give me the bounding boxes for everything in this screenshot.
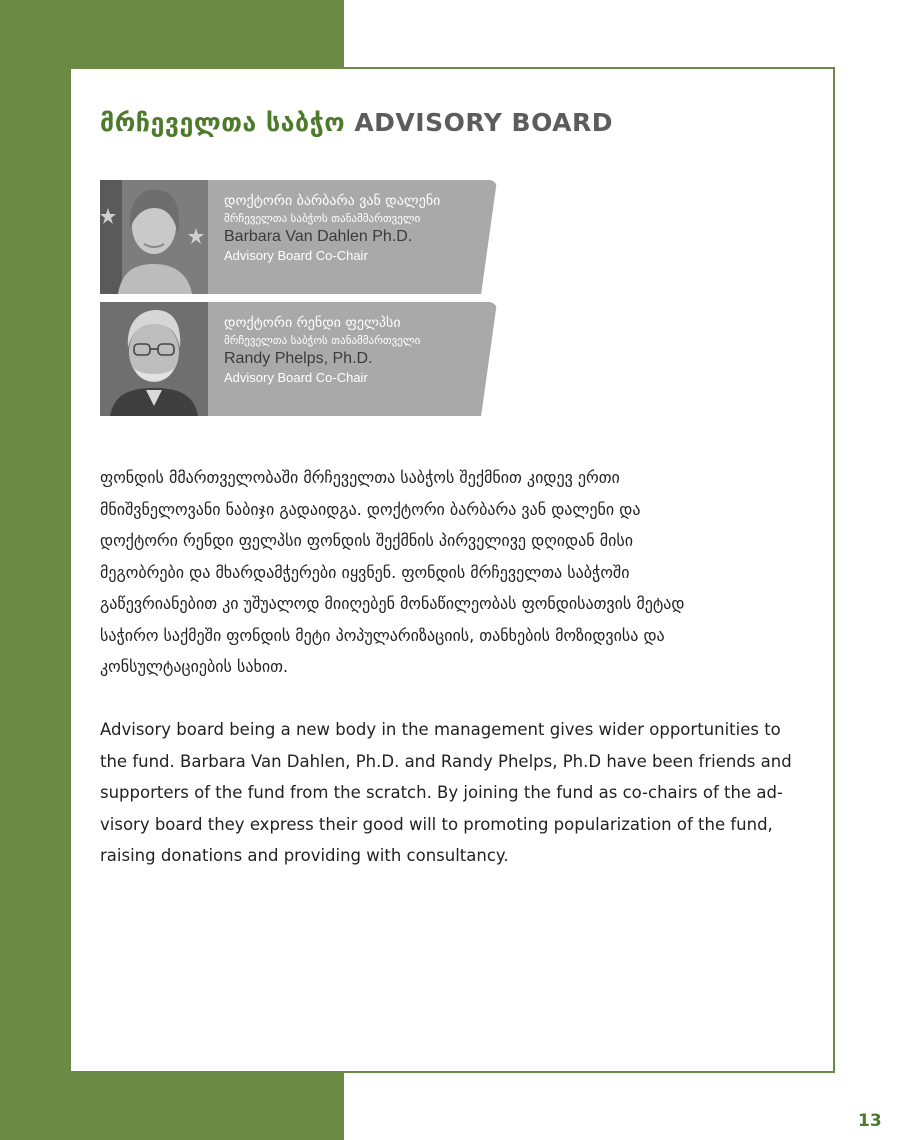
text-line: supporters of the fund from the scratch. By joining the fund as co-chairs of the ad- <box>100 783 783 802</box>
name-english: Randy Phelps, Ph.D. <box>224 350 373 367</box>
page-title <box>100 108 613 137</box>
text-line: the fund. Barbara Van Dahlen, Ph.D. and Randy Phelps, Ph.D have been friends and <box>100 751 792 771</box>
text-line: მეგობრები და მხარდამჭერები იყვნენ. ფონდის მრჩეველთა საბჭოში <box>100 562 630 582</box>
name-english: Barbara Van Dahlen Ph.D. <box>224 228 413 245</box>
text-line: კონსულტაციების სახით. <box>100 657 289 676</box>
text-line: Advisory board being a new body in the management gives wider opportunities to <box>100 720 781 739</box>
portrait-photo-barbara <box>100 180 208 294</box>
role-georgian: მრჩეველთა საბჭოს თანამმართველი <box>224 212 421 225</box>
text-line: დოქტორი რენდი ფელპსი ფონდის შექმნის პირველივე დღიდან მისი <box>100 531 633 550</box>
text-line: visory board they express their good will to promoting popularization of the fund, <box>100 814 773 834</box>
profile-text <box>224 192 440 264</box>
body-paragraph-georgian <box>100 462 810 683</box>
profile-text <box>224 314 420 386</box>
name-georgian: დოქტორი რენდი ფელპსი <box>224 315 401 331</box>
profile-card-barbara <box>100 180 497 294</box>
page-number: 13 <box>858 1111 882 1131</box>
role-english: Advisory Board Co-Chair <box>224 248 368 263</box>
text-line: გაწევრიანებით კი უშუალოდ მიიღებენ მონაწილეობას ფონდისათვის მეტად <box>100 594 685 613</box>
role-english: Advisory Board Co-Chair <box>224 370 368 385</box>
text-line: საჭირო საქმეში ფონდის მეტი პოპულარიზაციის, თანხების მოზიდვისა და <box>100 625 665 645</box>
body-paragraph-english <box>100 714 800 872</box>
profile-card-randy <box>100 302 497 416</box>
text-line: მნიშვნელოვანი ნაბიჯი გადაიდგა. დოქტორი ბარბარა ვან დალენი და <box>100 499 641 519</box>
text-line: raising donations and providing with consultancy. <box>100 846 509 865</box>
portrait-photo-randy <box>100 302 208 416</box>
role-georgian: მრჩეველთა საბჭოს თანამმართველი <box>224 334 421 347</box>
text-line: ფონდის მმართველობაში მრჩეველთა საბჭოს შექმნით კიდევ ერთი <box>100 468 620 487</box>
page-title-georgian: მრჩეველთა საბჭო <box>100 108 346 137</box>
page-title-english: ADVISORY BOARD <box>354 108 613 137</box>
name-georgian: დოქტორი ბარბარა ვან დალენი <box>224 193 441 209</box>
